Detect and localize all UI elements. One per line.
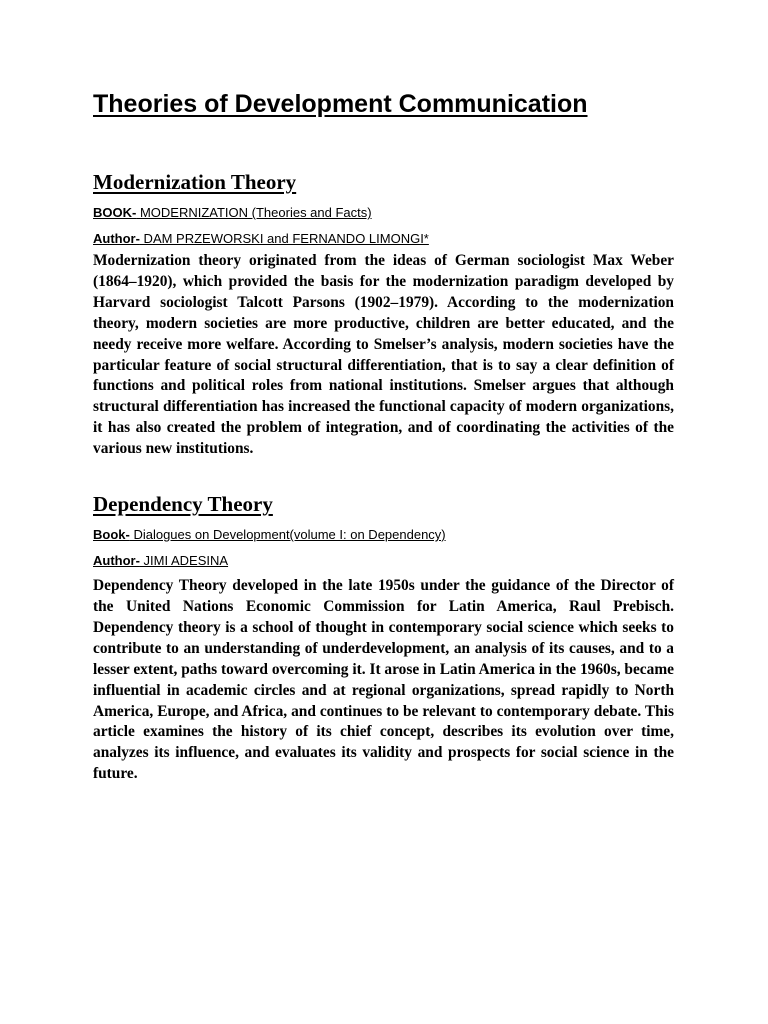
author-label: Author- — [93, 553, 140, 569]
book-title: Dialogues on Development(volume I: on Dependency) — [129, 527, 446, 543]
book-reference — [93, 527, 674, 543]
book-label: BOOK- — [93, 205, 137, 220]
section-heading: Dependency Theory — [93, 492, 273, 517]
document-page — [93, 84, 674, 785]
book-title: MODERNIZATION (Theories and Facts) — [136, 205, 372, 220]
book-reference — [93, 205, 674, 221]
document-title: Theories of Development Communication — [93, 90, 588, 118]
author-name: DAM PRZEWORSKI and FERNANDO LIMONGI* — [139, 231, 429, 246]
section-dependency — [93, 491, 674, 785]
book-label: Book- — [93, 527, 130, 543]
author-name: JIMI ADESINA — [139, 553, 229, 569]
section-modernization — [93, 169, 674, 460]
author-reference — [93, 553, 674, 569]
section-body: Dependency Theory developed in the late 1950s under the guidance of the Director of the United Nations Economic Commission for Latin America, Raul Prebisch. Dependency theory is a school of thought in contemporary social science which seeks to contribute to an understanding of underdevelopment, an analysis of its causes, and to a lesser extent, paths toward overcoming it. It arose in Latin America in the 1960s, became influential in academic circles and at regional organizations, spread rapidly to North America, Europe, and Africa, and continues to be relevant to contemporary debate. This article examines the history of its chief concept, describes its evolution over time, analyzes its influence, and evaluates its validity and prospects for social science in the future. — [93, 577, 674, 783]
author-reference — [93, 231, 674, 247]
author-label: Author- — [93, 231, 140, 246]
section-body: Modernization theory originated from the ideas of German sociologist Max Weber (1864–1920), which provided the basis for the modernization paradigm developed by Harvard sociologist Talcott Parsons (1902–1979). According to the modernization theory, modern societies are more productive, children are better educated, and the needy receive more welfare. According to Smelser’s analysis, modern societies have the particular feature of social structural differentiation, that is to say a clear definition of functions and political roles from national institutions. Smelser argues that although structural differentiation has increased the functional capacity of modern organizations, it has also created the problem of integration, and of coordinating the activities of the various new institutions. — [93, 252, 674, 458]
section-heading: Modernization Theory — [93, 170, 297, 194]
